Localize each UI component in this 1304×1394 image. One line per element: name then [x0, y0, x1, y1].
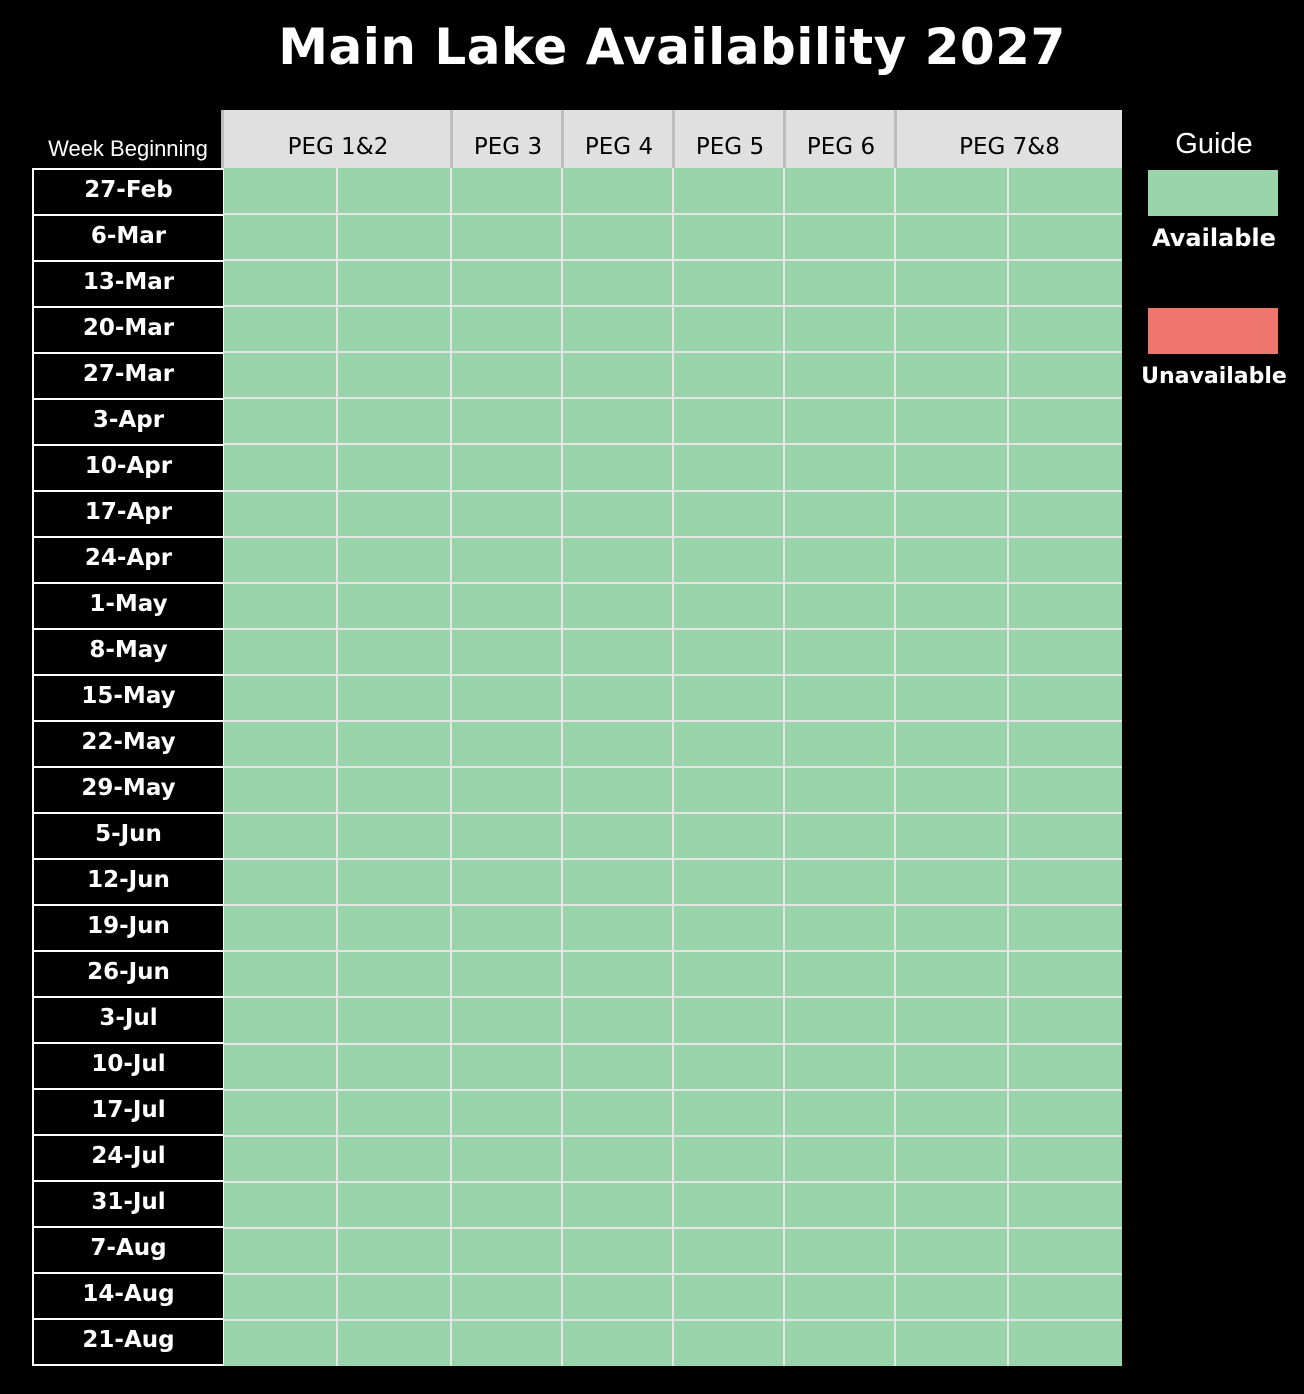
- week-date-cell: 19-Jun: [32, 904, 225, 950]
- page-title: Main Lake Availability 2027: [278, 18, 1066, 76]
- week-date-cell: 20-Mar: [32, 306, 225, 352]
- week-date-cell: 24-Apr: [32, 536, 225, 582]
- week-date-cell: 12-Jun: [32, 858, 225, 904]
- grid-row-divider: [224, 1135, 1122, 1137]
- peg-header-1-2: [221, 110, 452, 170]
- grid-row-divider: [224, 397, 1122, 399]
- week-date-cell: 10-Apr: [32, 444, 225, 490]
- week-date-cell: 5-Jun: [32, 812, 225, 858]
- week-date-cell: 8-May: [32, 628, 225, 674]
- grid-row-divider: [224, 443, 1122, 445]
- grid-row-divider: [224, 858, 1122, 860]
- week-date-cell: 14-Aug: [32, 1272, 225, 1318]
- grid-row-divider: [224, 950, 1122, 952]
- peg-header-label: PEG 5: [695, 134, 765, 160]
- unavailable-swatch: [1148, 308, 1278, 354]
- week-date-cell: 10-Jul: [32, 1042, 225, 1088]
- grid-row-divider: [224, 490, 1122, 492]
- grid-row-divider: [224, 628, 1122, 630]
- peg-header-4: [561, 110, 674, 170]
- week-date-cell: 7-Aug: [32, 1226, 225, 1272]
- grid-row-divider: [224, 305, 1122, 307]
- grid-row-divider: [224, 904, 1122, 906]
- grid-row-divider: [224, 766, 1122, 768]
- grid-row-divider: [224, 1273, 1122, 1275]
- peg-header-label: PEG 7&8: [959, 134, 1060, 160]
- week-date-cell: 27-Feb: [32, 168, 225, 214]
- week-dates-column: [32, 168, 225, 1366]
- week-date-cell: 3-Jul: [32, 996, 225, 1042]
- week-date-cell: 1-May: [32, 582, 225, 628]
- week-date-cell: 13-Mar: [32, 260, 225, 306]
- grid-row-divider: [224, 536, 1122, 538]
- grid-row-divider: [224, 1227, 1122, 1229]
- week-date-cell: 29-May: [32, 766, 225, 812]
- peg-header-3: [450, 110, 563, 170]
- grid-row-divider: [224, 674, 1122, 676]
- week-date-cell: 26-Jun: [32, 950, 225, 996]
- peg-header-label: PEG 3: [473, 134, 543, 160]
- peg-header-label: PEG 1&2: [287, 134, 389, 160]
- peg-header-5: [672, 110, 785, 170]
- week-date-cell: 31-Jul: [32, 1180, 225, 1226]
- unavailable-label: Unavailable: [1141, 364, 1287, 389]
- available-swatch: [1148, 170, 1278, 216]
- grid-row-divider: [224, 1089, 1122, 1091]
- grid-row-divider: [224, 213, 1122, 215]
- week-date-cell: 24-Jul: [32, 1134, 225, 1180]
- week-date-cell: 27-Mar: [32, 352, 225, 398]
- grid-row-divider: [224, 259, 1122, 261]
- peg-header-7-8: [894, 110, 1122, 170]
- week-date-cell: 21-Aug: [32, 1318, 225, 1366]
- week-date-cell: 6-Mar: [32, 214, 225, 260]
- week-date-cell: 3-Apr: [32, 398, 225, 444]
- grid-row-divider: [224, 812, 1122, 814]
- available-label: Available: [1152, 224, 1276, 252]
- week-date-cell: 15-May: [32, 674, 225, 720]
- week-date-cell: 17-Jul: [32, 1088, 225, 1134]
- grid-row-divider: [224, 720, 1122, 722]
- grid-row-divider: [224, 1043, 1122, 1045]
- peg-header-label: PEG 6: [806, 134, 876, 160]
- peg-header-label: PEG 4: [584, 134, 654, 160]
- availability-grid: [224, 168, 1122, 1366]
- week-beginning-label: Week Beginning: [48, 136, 208, 161]
- week-date-cell: 17-Apr: [32, 490, 225, 536]
- grid-row-divider: [224, 351, 1122, 353]
- peg-header-6: [783, 110, 896, 170]
- grid-row-divider: [224, 1319, 1122, 1321]
- grid-row-divider: [224, 582, 1122, 584]
- week-date-cell: 22-May: [32, 720, 225, 766]
- guide-title: Guide: [1175, 128, 1253, 160]
- grid-row-divider: [224, 1181, 1122, 1183]
- grid-row-divider: [224, 996, 1122, 998]
